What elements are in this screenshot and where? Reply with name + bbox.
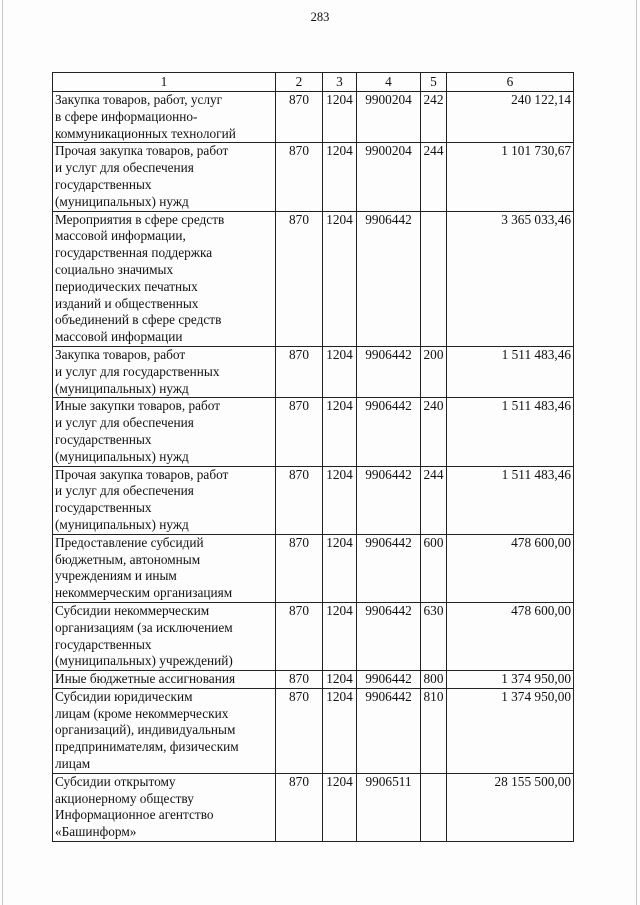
row-name-line: Закупка товаров, работ xyxy=(55,346,186,362)
row-name-line: Прочая закупка товаров, работ xyxy=(55,466,229,482)
row-col-3: 1204 xyxy=(323,671,357,689)
row-amount: 1 511 483,46 xyxy=(447,398,574,466)
row-name xyxy=(53,143,276,211)
row-amount: 1 511 483,46 xyxy=(447,346,574,397)
header-col-4: 4 xyxy=(357,73,421,92)
budget-table xyxy=(52,72,574,842)
row-col-2: 870 xyxy=(276,211,323,346)
row-amount: 478 600,00 xyxy=(447,534,574,602)
row-col-4: 9906442 xyxy=(357,346,421,397)
row-col-3: 1204 xyxy=(323,466,357,534)
row-name-line: Закупка товаров, работ, услуг xyxy=(55,92,223,107)
row-name xyxy=(53,92,276,143)
row-name-line: и услуг для обеспечения xyxy=(55,483,194,499)
row-name-line: бюджетным, автономным xyxy=(55,551,201,567)
row-name-line: Субсидии юридическим xyxy=(55,688,193,704)
row-name-line: организациям (за исключением xyxy=(55,619,233,635)
row-name-line: объединений в сфере средств xyxy=(55,312,222,328)
row-name-line: Прочая закупка товаров, работ xyxy=(55,143,229,159)
row-col-2: 870 xyxy=(276,534,323,602)
row-name-line: и услуг для обеспечения xyxy=(55,415,194,431)
row-name xyxy=(53,534,276,602)
row-name-line: Субсидии открытому xyxy=(55,773,176,789)
row-col-4: 9900204 xyxy=(357,92,421,143)
row-name-line: организаций), индивидуальным xyxy=(55,722,236,738)
page-number: 283 xyxy=(310,10,330,24)
header-col-1: 1 xyxy=(53,73,276,92)
row-col-5: 630 xyxy=(421,602,447,670)
row-amount: 1 374 950,00 xyxy=(447,671,574,689)
row-col-3: 1204 xyxy=(323,398,357,466)
row-col-3: 1204 xyxy=(323,534,357,602)
row-col-2: 870 xyxy=(276,602,323,670)
row-amount: 1 374 950,00 xyxy=(447,688,574,773)
row-name-line: государственная поддержка xyxy=(55,245,213,261)
row-name-line: предпринимателям, физическим xyxy=(55,739,239,755)
row-col-5: 810 xyxy=(421,688,447,773)
row-col-4: 9906442 xyxy=(357,398,421,466)
row-amount: 1 511 483,46 xyxy=(447,466,574,534)
row-col-3: 1204 xyxy=(323,602,357,670)
header-row xyxy=(53,73,574,92)
row-name-line: массовой информации xyxy=(55,329,183,345)
row-name xyxy=(53,688,276,773)
row-col-5: 200 xyxy=(421,346,447,397)
row-col-2: 870 xyxy=(276,398,323,466)
row-col-4: 9906442 xyxy=(357,671,421,689)
row-col-4: 9906442 xyxy=(357,466,421,534)
row-name xyxy=(53,398,276,466)
table-row xyxy=(53,143,574,211)
row-name-line: государственных xyxy=(55,176,152,192)
row-col-5: 242 xyxy=(421,92,447,143)
row-col-3: 1204 xyxy=(323,773,357,841)
row-col-3: 1204 xyxy=(323,688,357,773)
row-col-4: 9906442 xyxy=(357,534,421,602)
row-name-line: изданий и общественных xyxy=(55,295,199,311)
row-name xyxy=(53,602,276,670)
row-col-3: 1204 xyxy=(323,143,357,211)
row-name-line: некоммерческим организациям xyxy=(55,585,233,601)
row-col-2: 870 xyxy=(276,92,323,143)
row-amount: 1 101 730,67 xyxy=(447,143,574,211)
row-col-5: 244 xyxy=(421,466,447,534)
row-name-line: периодических печатных xyxy=(55,278,198,294)
row-name xyxy=(53,466,276,534)
row-name-line: (муниципальных) нужд xyxy=(55,193,189,209)
row-col-5 xyxy=(421,773,447,841)
row-name xyxy=(53,773,276,841)
row-name-line: массовой информации, xyxy=(55,228,186,244)
row-col-4: 9900204 xyxy=(357,143,421,211)
row-name-line: «Башинформ» xyxy=(55,824,137,840)
table-row xyxy=(53,688,574,773)
table-row xyxy=(53,602,574,670)
row-name xyxy=(53,671,276,689)
header-col-5: 5 xyxy=(421,73,447,92)
row-col-5: 800 xyxy=(421,671,447,689)
table-row xyxy=(53,671,574,689)
row-name-line: государственных xyxy=(55,500,152,516)
row-col-5: 600 xyxy=(421,534,447,602)
row-name-line: лицам xyxy=(55,756,91,772)
row-name-line: коммуникационных технологий xyxy=(55,125,236,141)
row-name-line: Иные закупки товаров, работ xyxy=(55,398,221,414)
row-col-5: 244 xyxy=(421,143,447,211)
row-col-2: 870 xyxy=(276,143,323,211)
row-col-4: 9906442 xyxy=(357,602,421,670)
table-row xyxy=(53,211,574,346)
row-amount: 3 365 033,46 xyxy=(447,211,574,346)
row-name xyxy=(53,211,276,346)
row-name-line: социально значимых xyxy=(55,261,174,277)
table-row xyxy=(53,346,574,397)
row-name-line: и услуг для государственных xyxy=(55,363,220,379)
row-amount: 240 122,14 xyxy=(447,92,574,143)
row-name-line: Мероприятия в сфере средств xyxy=(55,211,225,227)
row-col-2: 870 xyxy=(276,346,323,397)
row-name-line: в сфере информационно- xyxy=(55,108,198,124)
row-name-line: (муниципальных) учреждений) xyxy=(55,653,233,669)
row-col-2: 870 xyxy=(276,466,323,534)
row-col-3: 1204 xyxy=(323,92,357,143)
header-col-3: 3 xyxy=(323,73,357,92)
scan-edge-right xyxy=(636,0,637,905)
row-name-line: государственных xyxy=(55,431,152,447)
row-amount: 478 600,00 xyxy=(447,602,574,670)
row-name-line: (муниципальных) нужд xyxy=(55,516,189,532)
row-col-3: 1204 xyxy=(323,346,357,397)
table-body xyxy=(53,92,574,842)
row-name-line: акционерному обществу xyxy=(55,790,194,806)
row-name-line: (муниципальных) нужд xyxy=(55,448,189,464)
header-col-2: 2 xyxy=(276,73,323,92)
row-col-2: 870 xyxy=(276,688,323,773)
row-name-line: (муниципальных) нужд xyxy=(55,380,189,396)
row-name-line: государственных xyxy=(55,636,152,652)
row-col-4: 9906442 xyxy=(357,211,421,346)
row-name-line: лицам (кроме некоммерческих xyxy=(55,705,229,721)
row-amount: 28 155 500,00 xyxy=(447,773,574,841)
row-name-line: Предоставление субсидий xyxy=(55,534,204,550)
table-row xyxy=(53,466,574,534)
row-name-line: и услуг для обеспечения xyxy=(55,160,194,176)
table-row xyxy=(53,773,574,841)
table-row xyxy=(53,534,574,602)
row-name-line: учреждениям и иным xyxy=(55,568,177,584)
row-col-2: 870 xyxy=(276,773,323,841)
row-col-4: 9906442 xyxy=(357,688,421,773)
row-name-line: Информационное агентство xyxy=(55,807,214,823)
row-col-2: 870 xyxy=(276,671,323,689)
table-row xyxy=(53,92,574,143)
table-header xyxy=(53,73,574,92)
row-col-3: 1204 xyxy=(323,211,357,346)
row-col-4: 9906511 xyxy=(357,773,421,841)
table-row xyxy=(53,398,574,466)
row-name xyxy=(53,346,276,397)
row-col-5: 240 xyxy=(421,398,447,466)
scan-edge-left xyxy=(2,0,3,905)
row-name-line: Субсидии некоммерческим xyxy=(55,602,210,618)
row-col-5 xyxy=(421,211,447,346)
row-name-line: Иные бюджетные ассигнования xyxy=(55,671,236,687)
header-col-6: 6 xyxy=(447,73,574,92)
